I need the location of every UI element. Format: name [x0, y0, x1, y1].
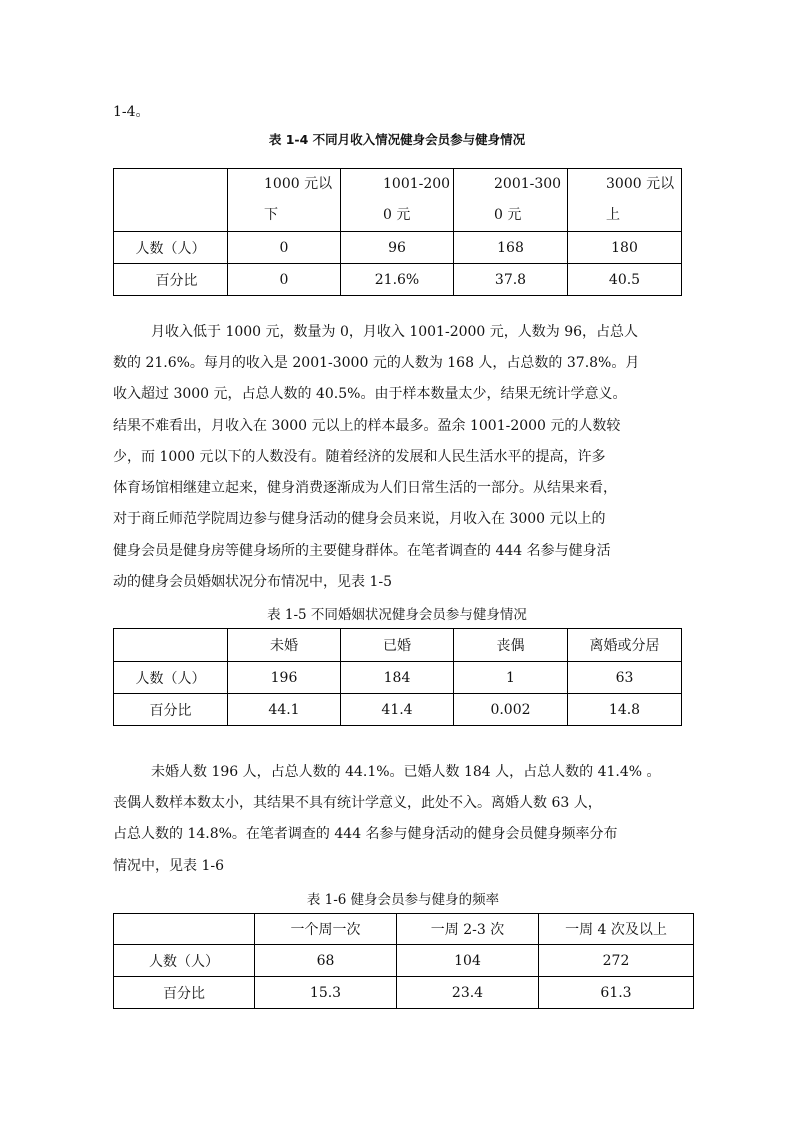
header-line: 3000 元以	[606, 176, 675, 192]
paragraph-1-line: 少，而 1000 元以下的人数没有。随着经济的发展和人民生活水平的提高，许多	[113, 449, 606, 465]
paragraph-1-line: 数的 21.6%。每月的收入是 2001-3000 元的人数为 168 人，占总数的 37.8%。月	[113, 355, 640, 371]
table-1-6-caption: 表 1-6 健身会员参与健身的频率	[306, 892, 500, 908]
table-cell: 104	[397, 945, 539, 977]
table-header-cell: 一周 2-3 次	[397, 914, 539, 945]
paragraph-1-line: 收入超过 3000 元，占总人数的 40.5%。由于样本数量太少，结果无统计学意义。	[113, 386, 627, 402]
header-line: 0 元	[383, 207, 411, 223]
table-cell: 272	[539, 945, 694, 977]
table-1-4	[113, 168, 682, 296]
table-cell: 37.8	[454, 264, 568, 296]
table-cell: 61.3	[539, 977, 694, 1009]
table-header-cell: 丧偶	[454, 629, 568, 662]
header-line: 1000 元以	[264, 176, 333, 192]
table-header-cell: 一周 4 次及以上	[539, 914, 694, 945]
paragraph-2-line: 未婚人数 196 人，占总人数的 44.1%。已婚人数 184 人，占总人数的 41.4% 。	[151, 764, 661, 780]
table-cell: 63	[568, 662, 682, 694]
table-header-cell: 一个周一次	[255, 914, 397, 945]
table-header-empty	[114, 914, 255, 945]
table-cell: 0	[228, 232, 341, 264]
table-row	[114, 694, 682, 726]
table-header-empty	[114, 629, 228, 662]
table-header-empty	[114, 169, 228, 232]
table-cell: 180	[568, 232, 682, 264]
table-cell: 41.4	[341, 694, 454, 726]
row-label: 百分比	[114, 977, 255, 1009]
table-cell: 196	[228, 662, 341, 694]
table-cell: 0	[228, 264, 341, 296]
row-label: 百分比	[114, 694, 228, 726]
table-row	[114, 232, 682, 264]
table-row	[114, 264, 682, 296]
table-cell: 184	[341, 662, 454, 694]
table-header-row	[114, 914, 694, 945]
table-1-6	[113, 913, 694, 1009]
row-label: 人数（人）	[114, 232, 228, 264]
table-row	[114, 662, 682, 694]
header-line: 下	[264, 207, 278, 223]
table-header-row	[114, 629, 682, 662]
table-cell: 168	[454, 232, 568, 264]
table-row	[114, 977, 694, 1009]
header-line: 上	[606, 207, 620, 223]
table-1-4-caption: 表 1-4 不同月收入情况健身会员参与健身情况	[268, 132, 526, 147]
table-1-5-caption: 表 1-5 不同婚姻状况健身会员参与健身情况	[267, 607, 527, 623]
table-header-cell	[341, 169, 454, 232]
table-cell: 23.4	[397, 977, 539, 1009]
paragraph-2-line: 丧偶人数样本数太小，其结果不具有统计学意义，此处不入。离婚人数 63 人，	[113, 795, 602, 811]
header-line: 2001-300	[494, 176, 562, 192]
table-cell: 68	[255, 945, 397, 977]
row-label: 人数（人）	[114, 945, 255, 977]
paragraph-1-line: 月收入低于 1000 元，数量为 0，月收入 1001-2000 元，人数为 96，占总人	[151, 324, 639, 340]
paragraph-1-line: 动的健身会员婚姻状况分布情况中，见表 1-5	[113, 574, 392, 590]
header-line: 1001-200	[383, 176, 451, 192]
table-header-cell	[568, 169, 682, 232]
table-cell: 40.5	[568, 264, 682, 296]
table-header-cell	[454, 169, 568, 232]
paragraph-2-line: 占总人数的 14.8%。在笔者调查的 444 名参与健身活动的健身会员健身频率分布	[113, 826, 618, 842]
table-cell: 96	[341, 232, 454, 264]
row-label: 百分比	[114, 264, 228, 296]
table-1-5	[113, 628, 682, 726]
paragraph-1-line: 对于商丘师范学院周边参与健身活动的健身会员来说，月收入在 3000 元以上的	[113, 511, 606, 527]
table-cell: 0.002	[454, 694, 568, 726]
row-label: 人数（人）	[114, 662, 228, 694]
table-cell: 14.8	[568, 694, 682, 726]
table-header-cell: 未婚	[228, 629, 341, 662]
continued-reference: 1-4。	[113, 104, 150, 120]
table-cell: 21.6%	[341, 264, 454, 296]
table-row	[114, 945, 694, 977]
paragraph-1-line: 结果不难看出，月收入在 3000 元以上的样本最多。盈余 1001-2000 元的人数较	[113, 418, 621, 434]
paragraph-2-line: 情况中，见表 1-6	[113, 858, 224, 874]
table-header-row	[114, 169, 682, 232]
table-cell: 44.1	[228, 694, 341, 726]
table-header-cell: 已婚	[341, 629, 454, 662]
table-header-cell: 离婚或分居	[568, 629, 682, 662]
header-line: 0 元	[494, 207, 522, 223]
paragraph-1-line: 健身会员是健身房等健身场所的主要健身群体。在笔者调查的 444 名参与健身活	[113, 543, 611, 559]
table-cell: 15.3	[255, 977, 397, 1009]
table-cell: 1	[454, 662, 568, 694]
paragraph-1-line: 体育场馆相继建立起来，健身消费逐渐成为人们日常生活的一部分。从结果来看，	[113, 480, 617, 496]
table-header-cell	[228, 169, 341, 232]
